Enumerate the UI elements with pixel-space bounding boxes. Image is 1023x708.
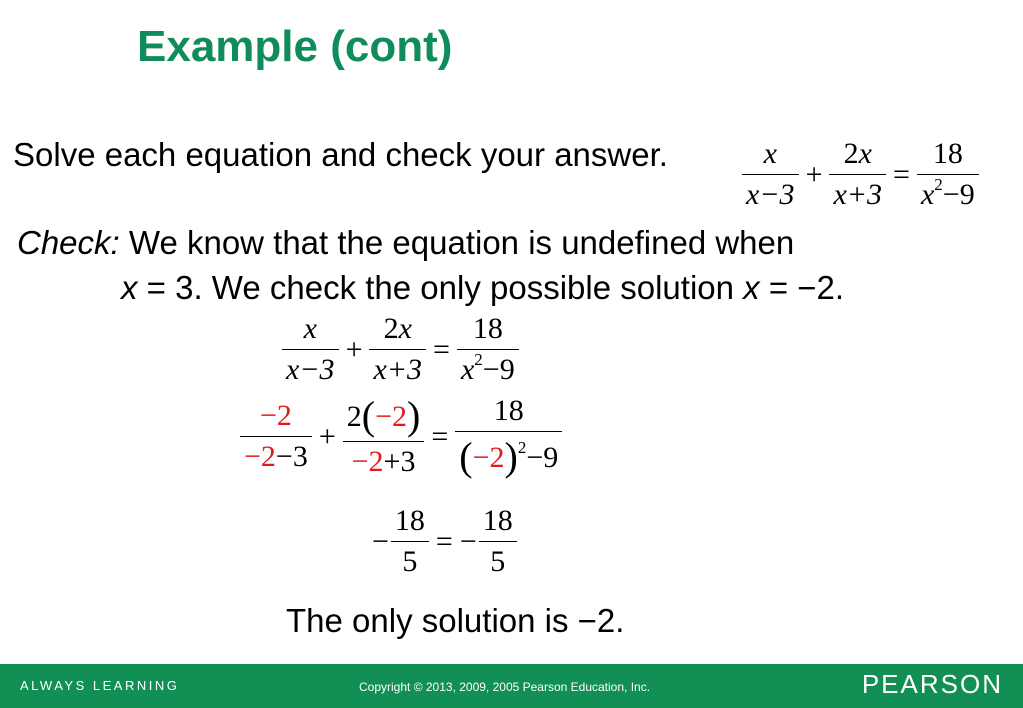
check-label: Check: bbox=[17, 224, 120, 261]
intro-text: Solve each equation and check your answer. bbox=[13, 136, 668, 173]
fraction-term-1: $\frac{x}{x-3}$ bbox=[742, 139, 799, 210]
substituted-equation: $\frac{-2}{-2-3}$ + $\frac{2(-2)}{-2+3}$ = $\frac{18}{(-2)^2-9}$ bbox=[240, 396, 562, 477]
check-line-1: Check: We know that the equation is undefined when bbox=[17, 224, 795, 261]
fraction-term-2: $\frac{2x}{x+3}$ bbox=[829, 139, 886, 210]
check-equation: $\frac{x}{x-3}$ + $\frac{2x}{x+3}$ = $\frac{18}{x^2-9}$ bbox=[282, 314, 519, 385]
footer-bar bbox=[0, 664, 1023, 708]
footer-tagline: ALWAYS LEARNING bbox=[20, 678, 180, 693]
fraction-rhs: $\frac{18}{x^2-9}$ bbox=[917, 139, 979, 210]
pearson-logo: PEARSON bbox=[861, 669, 1003, 699]
slide-title: Example (cont) bbox=[137, 22, 453, 71]
main-equation: $\frac{x}{x-3}$ + $\frac{2x}{x+3}$ = $\frac{18}{x^2-9}$ bbox=[742, 139, 979, 210]
result-equation: − $\frac{18}{5}$ = − $\frac{18}{5}$ bbox=[372, 506, 517, 577]
conclusion-text: The only solution is −2. bbox=[286, 602, 625, 639]
footer-copyright: Copyright © 2013, 2009, 2005 Pearson Education, Inc. bbox=[359, 680, 651, 694]
check-line-2: x = 3. We check the only possible solution x = −2. bbox=[121, 269, 845, 306]
